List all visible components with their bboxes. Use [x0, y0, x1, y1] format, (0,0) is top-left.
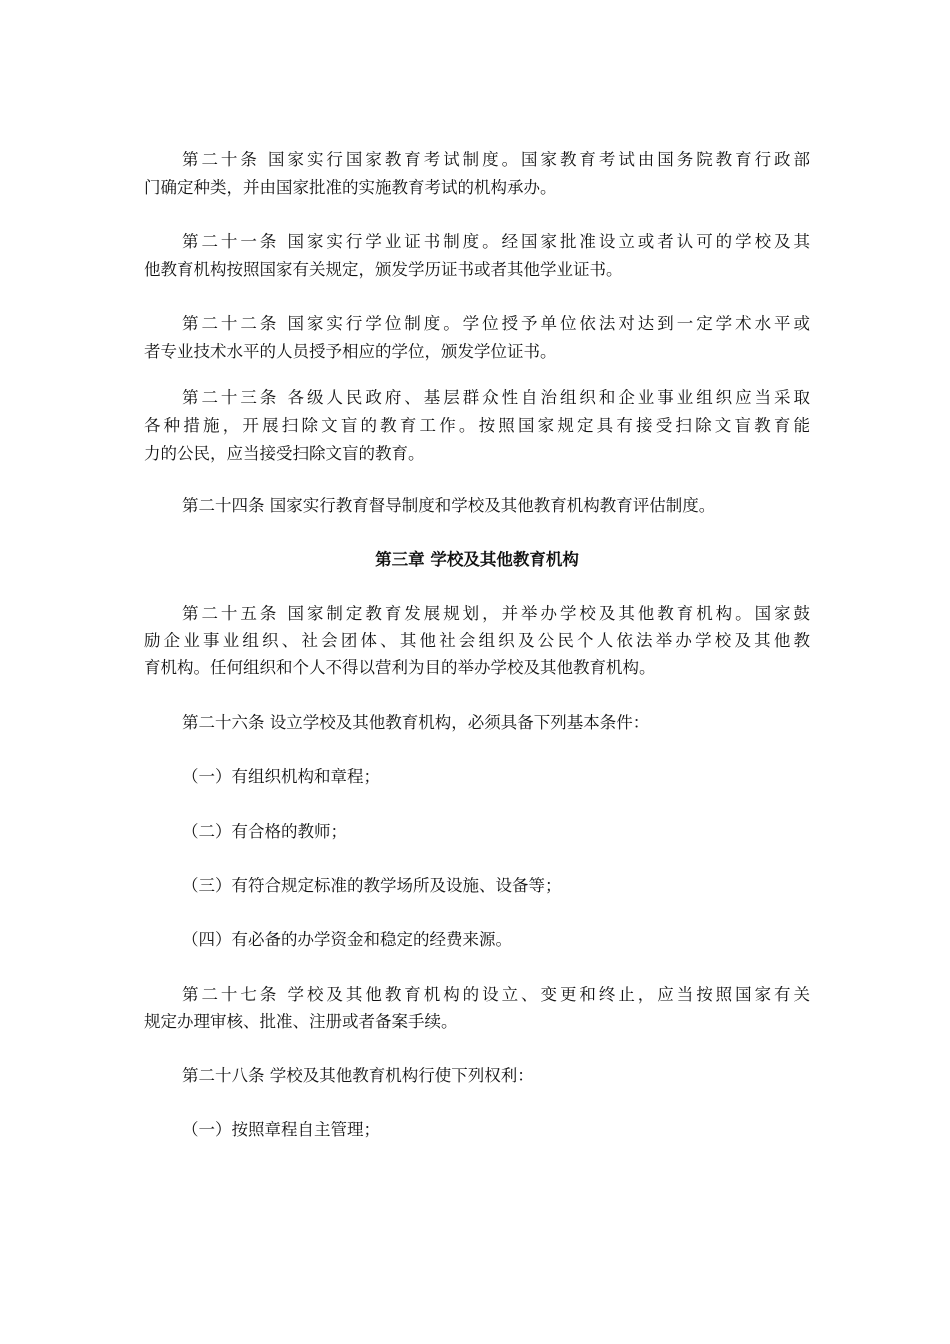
article-20-line-2: 门确定种类，并由国家批准的实施教育考试的机构承办。	[144, 178, 557, 197]
article-23-line-2: 各种措施，开展扫除文盲的教育工作。按照国家规定具有接受扫除文盲教育能	[144, 416, 810, 435]
article-22-line-2: 者专业技术水平的人员授予相应的学位，颁发学位证书。	[144, 342, 557, 361]
article-28-line-1: 第二十八条 学校及其他教育机构行使下列权利：	[182, 1066, 534, 1085]
article-26-item-4: （四）有必备的办学资金和稳定的经费来源。	[182, 930, 512, 949]
chapter-heading: 第三章 学校及其他教育机构	[375, 550, 579, 569]
article-24-line-1: 第二十四条 国家实行教育督导制度和学校及其他教育机构教育评估制度。	[182, 496, 716, 515]
article-26-item-3: （三）有符合规定标准的教学场所及设施、设备等；	[182, 876, 562, 895]
article-21-line-2: 他教育机构按照国家有关规定，颁发学历证书或者其他学业证书。	[144, 260, 623, 279]
article-23-line-1: 第二十三条 各级人民政府、基层群众性自治组织和企业事业组织应当采取	[182, 388, 810, 407]
article-28-item-1: （一）按照章程自主管理；	[182, 1120, 380, 1139]
article-22-line-1: 第二十二条 国家实行学位制度。学位授予单位依法对达到一定学术水平或	[182, 314, 810, 333]
article-25-line-1: 第二十五条 国家制定教育发展规划，并举办学校及其他教育机构。国家鼓	[182, 604, 810, 623]
article-23-line-3: 力的公民，应当接受扫除文盲的教育。	[144, 444, 425, 463]
article-27-line-1: 第二十七条 学校及其他教育机构的设立、变更和终止，应当按照国家有关	[182, 985, 810, 1004]
article-26-item-1: （一）有组织机构和章程；	[182, 767, 380, 786]
article-20-line-1: 第二十条 国家实行国家教育考试制度。国家教育考试由国务院教育行政部	[182, 150, 810, 169]
document-page	[144, 0, 810, 1344]
article-26-item-2: （二）有合格的教师；	[182, 822, 347, 841]
article-21-line-1: 第二十一条 国家实行学业证书制度。经国家批准设立或者认可的学校及其	[182, 232, 810, 251]
article-25-line-2: 励企业事业组织、社会团体、其他社会组织及公民个人依法举办学校及其他教	[144, 631, 810, 650]
article-27-line-2: 规定办理审核、批准、注册或者备案手续。	[144, 1012, 458, 1031]
article-25-line-3: 育机构。任何组织和个人不得以营利为目的举办学校及其他教育机构。	[144, 658, 656, 677]
article-26-line-1: 第二十六条 设立学校及其他教育机构，必须具备下列基本条件：	[182, 713, 650, 732]
